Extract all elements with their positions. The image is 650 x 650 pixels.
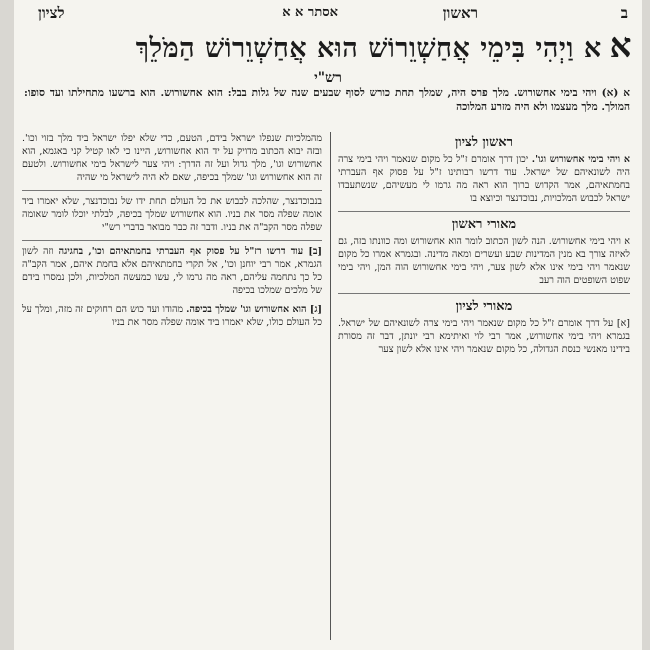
note-c-lead: [ג] הוא אחשורוש וגו' שמלך בכיפה. (186, 304, 322, 315)
rishon-letziyon-body: יכון דרך אומרם ז"ל כל מקום שנאמר ויהי בימי צרה היה לשונאיהם של ישראל. עוד דרשו רבותינו ז"ל על פסוק אף העברתי בחמתאיהם, אמר הקדוש ברוך הוא ראה מה גרמו לי מעשיהם, שנשתעבדו ישראל לכבוש המלכויות, נבוכדנצר וכיוצא בו (338, 154, 630, 204)
rishon-letziyon-title: ראשון לציון (454, 135, 514, 150)
section-divider (338, 211, 630, 212)
section-divider (22, 190, 322, 191)
meorei-rishon-title: מאורי ראשון (451, 217, 517, 232)
header-rishon: ראשון (442, 4, 478, 22)
rishon-letziyon-lead: א ויהי בימי אחשורוש וגו'. (531, 154, 630, 165)
right-column (338, 132, 630, 650)
column-divider (330, 132, 331, 640)
left-column (22, 132, 322, 650)
note-c-body: מהודו ועד כוש הם רחוקים זה מזה, ומלך על כל העולם כולו, שלא יאמרו ביד אומה שפלה מסר את בניו (22, 304, 322, 328)
header-letziyon: לציון (38, 4, 65, 22)
meorei-letziyon-title: מאורי לציון (455, 299, 513, 314)
rishon-letziyon-text (338, 153, 630, 205)
left-note-b (22, 245, 322, 297)
header-reference: אסתר א א (282, 5, 338, 20)
meorei-rishon-text: א ויהי בימי אחשורוש. הנה לשון הכתוב לומר הוא אחשורוש ומה כוונתו בזה, גם לאיזה צורך בא מנין המדינות שבע ועשרים ומאה מדינה. ובגמרא אמרו כל מקום שנאמר ויהי בימי אינו אלא לשון צער, ויהי בימי אחשורוש הוה המן, ויהי בימי שפוט השופטים הוה רעב (338, 236, 630, 286)
left-continuation-text: מהמלכיות שנפלו ישראל בידם, הטעם, כדי שלא יפלו ישראל ביד מלך בזוי וכו'. ובזה יבוא הכתוב מדויק על יד הוא אחשורוש, היינו כי לאו קטיל קני באגמא, הוא אחשורוש וגו', מלך גדול ועל זה הדרך: ויהי צער לישראל בימי אחשורוש. ולטעם זה הוא אחשורוש וגו' שמלך בכיפה, שאם לא היה לישראל מי שהיה (22, 133, 322, 183)
left-meorei-continuation: בנבוכדנצר, שהלכה לכבוש את כל העולם תחת ידו של נבוכדנצר, שלא יאמרו ביד אומה שפלה מסר את בניו. הוא אחשורוש שמלך בכיפה, לבלתי יוכלו לומר שאומה שפלה מסר הקב"ה את בניו. ודבר זה כבר מבואר בדברי רש"י (22, 196, 322, 233)
verse-letter: א (609, 26, 632, 66)
document-page (14, 0, 642, 650)
left-note-c (22, 303, 322, 329)
note-b-body: וזה לשון הגמרא, אמר רבי יוחנן וכו', אל תקרי בחמתאיהם אלא בחמת איהם, אמר הקב"ה כל כך נתחמה עליהם, ראה מה גרמו לי, עשו כמעשה המלכיות, ולכן נמסרו בידם של מלכים שמלכו בכיפה (22, 246, 322, 296)
section-divider (22, 240, 322, 241)
page-header (28, 4, 628, 26)
meorei-letziyon-text: [א] על דרך אומרם ז"ל כל מקום שנאמר ויהי בימי צרה לשונאיהם של ישראל. בגמרא ויהי בימי אחשורוש, אמר רבי לוי ואיתימא רבי יונתן, דבר זה מסורת בידינו מאנשי כנסת הגדולה, כל מקום שנאמר ויהי אינו אלא לשון צער (338, 318, 630, 355)
rashi-text: א (א) ויהי בימי אחשורוש. מלך פרס היה, שמלך תחת כורש לסוף שבעים שנה של גלות בבל: הוא אחשורוש. הוא ברשעו מתחילתו ועד סופו: המולך. מלך מעצמו ולא היה מזרע המלוכה (24, 87, 630, 113)
verse-line (22, 26, 632, 66)
section-divider (338, 293, 630, 294)
verse-text: א וַיְהִי בִּימֵי אֲחַשְׁוֵרוֹשׁ הוּא אֲחַשְׁוֵרוֹשׁ הַמֹּלֵךְ (135, 33, 602, 64)
note-b-lead: [ב] עוד דרשו רז"ל על פסוק אף העברתי בחמתאיהם וכו', בחגיגה (58, 246, 322, 257)
rashi-title: רש"י (314, 70, 342, 86)
page-letter: ב (620, 4, 628, 22)
